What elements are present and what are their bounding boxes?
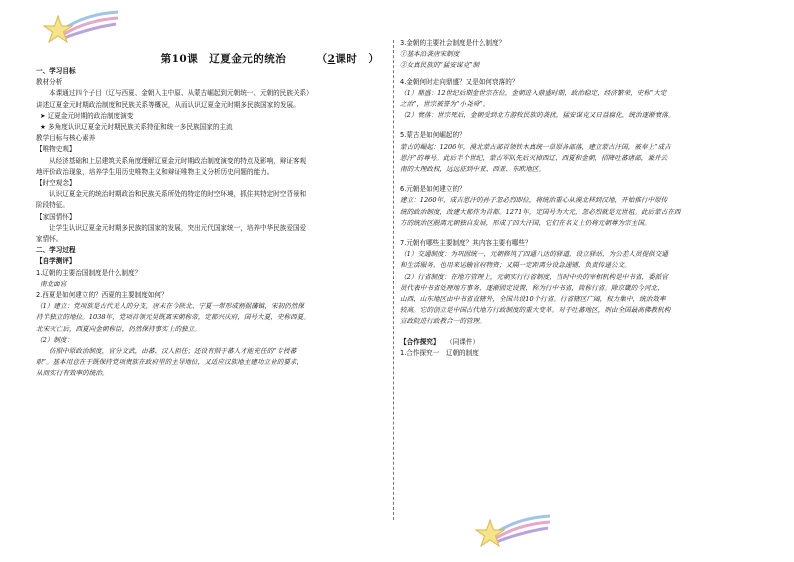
subsection-heading: 【合作探究】 （同课件） [400,337,480,346]
answer-line: （1）交通制度：为巩固统一，元朝修筑了四通八达的驿道，设立驿站，为公差人员提供交通 [400,250,668,259]
bullet-item: ➤ 辽夏金元时期的政治制度演变 [40,111,134,120]
text-line: 本课通过四个子目（辽与西夏、金朝入主中原、从蒙古崛起到元朝统一、元朝的民族关系） [49,89,313,98]
text-line: 【唯物史观】 [36,145,76,154]
answer-line: 蒙古的崛起：1206年，漠北蒙古部首领铁木真统一草原各部落，建立蒙古汗国，被奉上“成吉 [400,142,671,151]
star-bullet-icon: ★ [40,123,49,132]
answer-line: （2）行省制度：在地方管理上，元朝实行行省制度，当时中央的宰相机构是中书省，委派官 [400,272,668,281]
section-heading: 二、学习过程 [36,246,76,255]
answer-line: （1）鼎盛：12世纪后期金世宗在位，金朝进入鼎盛时期，政治稳定，经济繁荣，史称“大定 [400,88,667,97]
answer-line: 从而实行有效率的统治。 [36,369,109,378]
answer-line: 北宋灭亡后，西夏向金朝称臣，仍然保持事实上的独立。 [36,324,201,333]
answer-line: 持半独立的地位。1038年，党项首领元昊既离宋朝称帝，定都兴庆府，国号大夏，史称西夏。 [36,313,310,322]
text-line: 认识辽夏金元的统治时期政治和民族关系所处的特定的时空环境，抓住其特定时空背景和 [49,190,307,199]
text-line: 【家国情怀】 [36,212,76,221]
answer-line: （2）衰落：世宗死后，金朝受到北方游牧民族的袭扰，猛安谋克又日益腐化，统治逐渐衰落。 [400,111,675,120]
answer-line: 之治”，世宗被誉为“小尧舜”。 [400,100,490,109]
left-column [36,66,388,380]
question-line: 2.西夏是如何建立的？西夏的主要制度如何？ [36,291,168,300]
answer-line: 较高。它的创立是中国古代地方行政制度的重大变革。对于吐蕃地区，则由全国最高佛教机构 [400,306,671,315]
text-line: 教材分析 [36,78,63,87]
arrow-bullet-icon: ➤ [40,111,48,120]
column-divider [393,40,394,520]
right-column [400,38,770,359]
text-line: 家情怀。 [36,235,63,244]
answer-line: 思汗”的尊号。此后半个世纪，蒙古军队先后灭掉西辽、西夏和金朝，招降吐蕃诸部，兼并云 [400,153,668,162]
page-title: 第10课 辽夏金元的统治 （2课时 ） [160,53,380,65]
answer-line: 宣政院进行政教合一的管理。 [400,317,486,326]
question-line: 1.辽朝的主要治国制度是什么制度？ [36,268,142,277]
text-line: 让学生认识辽夏金元时期多民族的国家的发展，突出元代国家统一，培养中华民族爱国爱 [49,223,307,232]
answer-line: 建立：1260年，成吉思汗的孙子忽必烈即位，将统治重心从漠北移到汉地，开始推行中原传 [400,196,668,205]
answer-line: ②女真民族的“猛安谋克”制 [400,61,480,70]
answer-line: 统的政治制度，改建大都作为首都。1271年，定国号为大元，忽必烈就是元世祖。此后蒙古在西 [400,207,681,216]
question-line: 1.合作探究一 辽朝的制度 [400,348,479,357]
answer-line: 和生活服务，也用来运输官府物资；又隔一定距离分设急递铺，负责传递公文。 [400,261,631,270]
question-line: 6.元朝是如何建立的？ [400,185,466,194]
text-line: 【时空观念】 [36,179,76,188]
answer-line: 仿照中原政治制度，官分文武，由蕃、汉人担任；还设有照于蕃人才能充任的“专授蕃 [49,347,297,356]
text-line: 阶段特征。 [36,201,69,210]
text-line: 从经济基础和上层建筑关系角度理解辽夏金元时期政治制度演变的特点及影响，辩证客观 [49,156,307,165]
shooting-star-icon [472,512,552,552]
text-line: 教学目标与核心素养 [36,134,96,143]
answer-line: 员代表中书省处理地方事务，逐渐固定设置，称为行中书省，简称行省。除京畿的今河北、 [400,283,664,292]
shooting-star-icon [40,8,120,48]
bullet-item: ★ 多角度认识辽夏金元时期民族关系特征和统一多民族国家的主流 [40,123,233,132]
answer-line: （2）制度： [36,335,74,344]
answer-line: （1）建立：党项族是古代羌人的分支，唐末在今陕北、宁夏一带形成割据藩镇，宋初仍然保 [36,302,304,311]
subsection-heading: 【自学测评】 [36,257,76,266]
answer-line: 山西、山东地区由中书省直辖外，全国共设10个行省。行省辖区广阔，权力集中，统治效率 [400,295,666,304]
question-line: 5.蒙古是如何崛起的？ [400,131,466,140]
text-line: 地评价政治现象，培养学生用历史唯物主义和辩证唯物主义分析历史问题的能力。 [36,167,274,176]
answer-line: 职”。基本用意在于既保持党项贵族在政府里的主导地位，又适应汉族地主建功立业的要求， [36,358,304,367]
answer-line: 南的大理政权，远远征到中亚、西亚、东欧地区。 [400,165,546,174]
question-line: 7.元朝有哪些主要制度？其内容主要有哪些？ [400,239,532,248]
answer-line: ①基本沿袭唐宋制度 [400,50,460,59]
question-line: 3.金朝的主要社会制度是什么制度？ [400,39,506,47]
answer-line: 方的统治区脱离元朝独自发展，形成了四大汗国，它们在名义上仍将元朝尊为宗主国。 [400,218,651,227]
text-line: 讲述辽夏金元时期政治制度和民族关系等概况，从而认识辽夏金元时期多民族国家的发展。 [36,100,300,109]
question-line: 4.金朝何时走向鼎盛？又是如何衰落的？ [400,77,519,86]
section-heading: 一、学习目标 [36,67,76,75]
answer-line: 南北面官 [40,279,67,288]
